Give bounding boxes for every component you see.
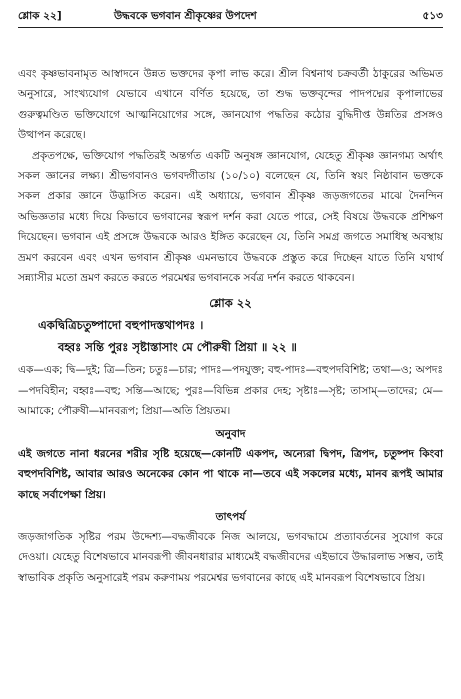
header-rule <box>18 27 443 28</box>
book-page <box>18 0 443 699</box>
verse-title: শ্লোক ২২ <box>209 296 252 311</box>
translation-heading: অনুবাদ <box>215 427 246 440</box>
running-header <box>18 6 443 26</box>
purport-continuation: এবং কৃষ্ণভাবনামৃত আস্বাদনে উন্নত ভক্তদের কৃপা লাভ করে। শ্রীল বিশ্বনাথ চক্রবর্তী ঠাকুরের অভিমত অনুসারে, সাংখ্যযোগ যেভাবে এখানে বর্ণিত হয়েছে, তা শুদ্ধ ভক্তবৃন্দের পাদপদ্মের কৃপালাভের গুরুত্বমণ্ডিত ভক্তিযোগে আত্মনিয়োগের সঙ্গে, জ্ঞানযোগ পদ্ধতির কঠোর বুদ্ধিদীপ্ত উন্নতির প্রসঙ্গও উত্থাপন করেছে। <box>18 68 443 142</box>
verse-reference: শ্লোক ২২] <box>18 10 62 22</box>
translation-text: এই জগতে নানা ধরনের শরীর সৃষ্টি হয়েছে—কোনটি একপদ, অন্যেরা দ্বিপদ, ত্রিপদ, চতুষ্পদ কিংবা বহুপদবিশিষ্ট, আবার আরও অনেকের কোন পা থাকে না—তবে এই সকলের মধ্যে, মানব রূপই আমার কাছে সর্বাপেক্ষা প্রিয়। <box>18 447 443 501</box>
purport-heading: তাৎপর্য <box>215 510 246 523</box>
page-body <box>18 64 443 588</box>
purport-text: জড়জাগতিক সৃষ্টির পরম উদ্দেশ্য—বদ্ধজীবকে নিজ আলয়ে, ভগবদ্ধামে প্রত্যাবর্তনের সুযোগ করে দেওয়া। যেহেতু বিশেষভাবে মানবরূপী জীবনধারার মাধ্যমেই বদ্ধজীবদের এইভাবে উদ্ধারলাভ সম্ভব, তাই স্বাভাবিক প্রকৃতি অনুসারেই পরম করুণাময় পরমেশ্বর ভগবানের কাছে এই মানবরূপ বিশেষভাবে প্রিয়। <box>18 530 443 584</box>
page-number: ৫১৩ <box>422 10 443 22</box>
synonyms: এক—এক; দ্বি—দুই; ত্রি—তিন; চতুঃ—চার; পাদঃ—পদযুক্ত; বহু-পাদঃ—বহুপদবিশিষ্ট; তথা—ও; অপদঃ—পদবিহীন; বহ্বঃ—বহু; সন্তি—আছে; পুরঃ—বিভিন্ন প্রকার দেহ; সৃষ্টাঃ—সৃষ্ট; তাসাম্—তাদের; মে—আমাকে; পৌরুষী—মানবরূপ; প্রিয়া—অতি প্রিয়তম। <box>18 364 443 418</box>
chapter-title: উদ্ধবকে ভগবান শ্রীকৃষ্ণের উপদেশ <box>114 10 257 22</box>
verse-line-2: বহ্বঃ সন্তি পুরঃ সৃষ্টাস্তাসাং মে পৌরুষী প্রিয়া ॥ ২২ ॥ <box>58 340 297 355</box>
purport-paragraph: প্রকৃতপক্ষে, ভক্তিযোগ পদ্ধতিরই অন্তর্গত একটি অনুষঙ্গ জ্ঞানযোগ, যেহেতু শ্রীকৃষ্ণ জ্ঞানগম্য অর্থাৎ সকল জ্ঞানের লক্ষ্য। শ্রীভগবানও ভগবদ্গীতায় (১০/১০) বলেছেন যে, তিনি স্বয়ং নিষ্ঠাবান ভক্তকে সকল প্রকার জ্ঞানে উদ্ভাসিত করেন। এই অধ্যায়ে, ভগবান শ্রীকৃষ্ণ জড়জগতের মাঝে দৈনন্দিন অভিজ্ঞতার মধ্যে দিয়ে কিভাবে ভগবানের স্বরূপ দর্শন করা যেতে পারে, সেই বিষয়ে উদ্ধবকে প্রশিক্ষণ দিয়েছেন। ভগবান এই প্রসঙ্গে উদ্ধবকে আরও ইঙ্গিত করেছেন যে, তিনি সমগ্র জগতে সমাধিস্থ অবস্থায় ভ্রমণ করবেন এবং এখন ভগবান শ্রীকৃষ্ণ এমনভাবে উদ্ধবকে প্রস্তুত করে দিচ্ছেন যাতে তিনি যথার্থ সন্ন্যাসীর মতো ভ্রমণ করতে করতে পরমেশ্বর ভগবানকে সর্বত্র দর্শন করতে থাকবেন। <box>18 149 443 285</box>
verse-line-1: একদ্বিত্রিচতুষ্পাদো বহুপাদস্তথাপদঃ । <box>38 318 204 333</box>
